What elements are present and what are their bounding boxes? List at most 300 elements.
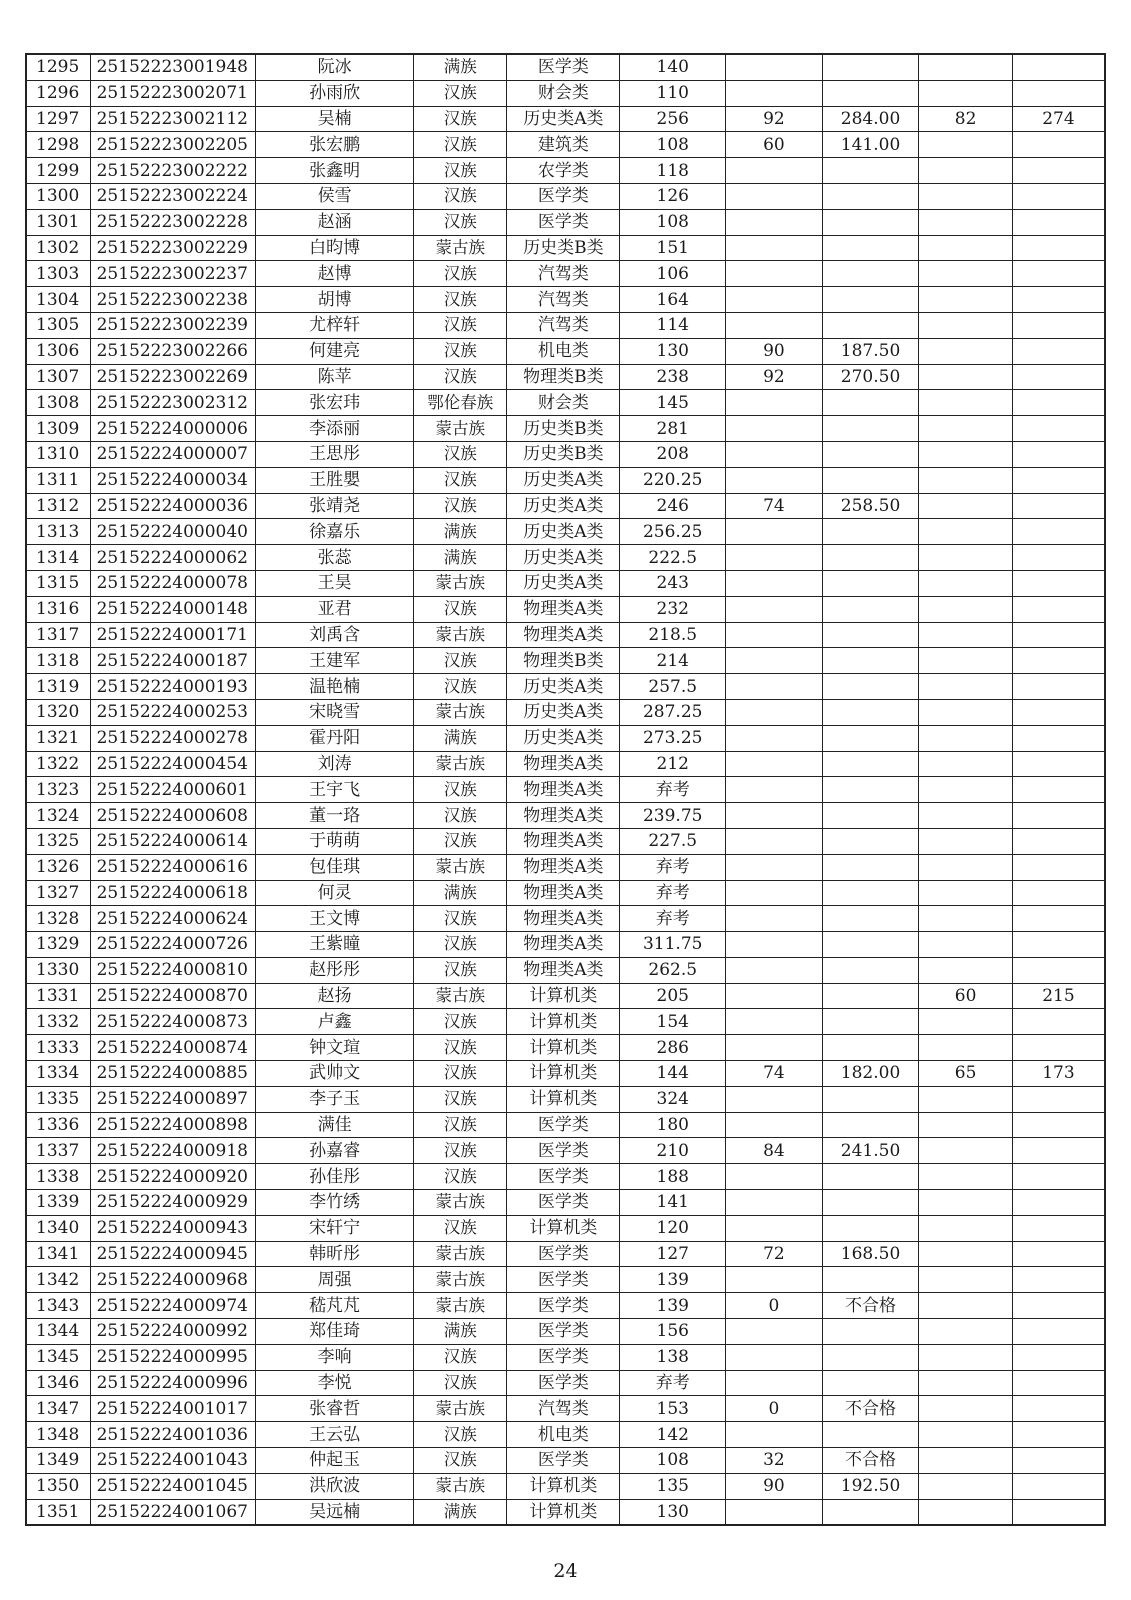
ethnicity-cell: 蒙古族 [413,751,507,777]
ethnicity-cell: 汉族 [413,183,507,209]
name-cell: 张鑫明 [256,158,414,184]
seq-cell: 1317 [26,622,90,648]
ethnicity-cell: 满族 [413,1319,507,1345]
category-cell: 医学类 [507,1319,620,1345]
table-row [26,312,1105,338]
table-row [26,803,1105,829]
total-score-cell [822,312,919,338]
ethnicity-cell: 汉族 [413,803,507,829]
seq-cell: 1301 [26,209,90,235]
name-cell: 王胜嬰 [256,467,414,493]
exam-id-cell: 25152224000034 [90,467,256,493]
ethnicity-cell: 满族 [413,1499,507,1525]
ethnicity-cell: 满族 [413,519,507,545]
extra-score-cell [919,1215,1013,1241]
final-score-cell [1012,1396,1105,1422]
seq-cell: 1306 [26,338,90,364]
final-score-cell [1012,751,1105,777]
skill-score-cell [726,777,823,803]
ethnicity-cell: 汉族 [413,1164,507,1190]
final-score-cell [1012,622,1105,648]
table-row [26,699,1105,725]
written-score-cell: 188 [620,1164,726,1190]
written-score-cell: 108 [620,132,726,158]
final-score-cell [1012,287,1105,313]
category-cell: 历史类B类 [507,441,620,467]
written-score-cell: 142 [620,1422,726,1448]
seq-cell: 1309 [26,416,90,442]
extra-score-cell [919,854,1013,880]
skill-score-cell: 72 [726,1241,823,1267]
exam-id-cell: 25152223002237 [90,261,256,287]
total-score-cell [822,828,919,854]
name-cell: 张宏鹏 [256,132,414,158]
ethnicity-cell: 蒙古族 [413,1473,507,1499]
written-score-cell: 145 [620,390,726,416]
seq-cell: 1346 [26,1370,90,1396]
seq-cell: 1323 [26,777,90,803]
seq-cell: 1305 [26,312,90,338]
final-score-cell [1012,1293,1105,1319]
category-cell: 历史类B类 [507,416,620,442]
written-score-cell: 弃考 [620,906,726,932]
table-row [26,1396,1105,1422]
total-score-cell [822,1009,919,1035]
written-score-cell: 232 [620,596,726,622]
final-score-cell [1012,261,1105,287]
table-row [26,416,1105,442]
total-score-cell: 168.50 [822,1241,919,1267]
ethnicity-cell: 汉族 [413,1112,507,1138]
table-row [26,880,1105,906]
name-cell: 满佳 [256,1112,414,1138]
exam-id-cell: 25152224000624 [90,906,256,932]
seq-cell: 1300 [26,183,90,209]
name-cell: 孙雨欣 [256,80,414,106]
table-row [26,235,1105,261]
written-score-cell: 110 [620,80,726,106]
name-cell: 侯雪 [256,183,414,209]
category-cell: 汽驾类 [507,287,620,313]
table-row [26,1344,1105,1370]
written-score-cell: 弃考 [620,880,726,906]
exam-id-cell: 25152224000996 [90,1370,256,1396]
final-score-cell [1012,493,1105,519]
ethnicity-cell: 蒙古族 [413,416,507,442]
category-cell: 医学类 [507,1190,620,1216]
seq-cell: 1349 [26,1448,90,1474]
final-score-cell [1012,1344,1105,1370]
final-score-cell [1012,674,1105,700]
category-cell: 计算机类 [507,1499,620,1525]
exam-id-cell: 25152223002228 [90,209,256,235]
exam-id-cell: 25152224000601 [90,777,256,803]
extra-score-cell [919,1319,1013,1345]
table-row [26,1293,1105,1319]
skill-score-cell [726,1035,823,1061]
skill-score-cell [726,1164,823,1190]
exam-id-cell: 25152223002312 [90,390,256,416]
extra-score-cell [919,803,1013,829]
skill-score-cell [726,803,823,829]
total-score-cell [822,1112,919,1138]
final-score-cell [1012,1138,1105,1164]
name-cell: 胡博 [256,287,414,313]
name-cell: 张睿哲 [256,1396,414,1422]
written-score-cell: 141 [620,1190,726,1216]
skill-score-cell [726,932,823,958]
total-score-cell: 不合格 [822,1396,919,1422]
written-score-cell: 273.25 [620,725,726,751]
written-score-cell: 238 [620,364,726,390]
table-row [26,751,1105,777]
category-cell: 医学类 [507,1164,620,1190]
extra-score-cell [919,80,1013,106]
skill-score-cell [726,880,823,906]
skill-score-cell [726,287,823,313]
name-cell: 嵇芃芃 [256,1293,414,1319]
ethnicity-cell: 蒙古族 [413,1190,507,1216]
name-cell: 徐嘉乐 [256,519,414,545]
name-cell: 赵彤彤 [256,957,414,983]
total-score-cell [822,1086,919,1112]
seq-cell: 1343 [26,1293,90,1319]
exam-id-cell: 25152223002239 [90,312,256,338]
written-score-cell: 弃考 [620,1370,726,1396]
exam-id-cell: 25152223002222 [90,158,256,184]
category-cell: 农学类 [507,158,620,184]
written-score-cell: 118 [620,158,726,184]
skill-score-cell [726,519,823,545]
extra-score-cell [919,545,1013,571]
exam-id-cell: 25152224000006 [90,416,256,442]
final-score-cell [1012,699,1105,725]
ethnicity-cell: 满族 [413,880,507,906]
skill-score-cell [726,751,823,777]
total-score-cell [822,1035,919,1061]
seq-cell: 1295 [26,54,90,80]
exam-id-cell: 25152224000454 [90,751,256,777]
category-cell: 机电类 [507,1422,620,1448]
written-score-cell: 212 [620,751,726,777]
skill-score-cell: 0 [726,1293,823,1319]
total-score-cell [822,1190,919,1216]
table-row [26,725,1105,751]
extra-score-cell [919,209,1013,235]
category-cell: 医学类 [507,54,620,80]
extra-score-cell [919,648,1013,674]
ethnicity-cell: 满族 [413,545,507,571]
name-cell: 李添丽 [256,416,414,442]
table-row [26,132,1105,158]
ethnicity-cell: 汉族 [413,1009,507,1035]
category-cell: 物理类A类 [507,803,620,829]
category-cell: 汽驾类 [507,261,620,287]
seq-cell: 1303 [26,261,90,287]
table-row [26,596,1105,622]
total-score-cell [822,803,919,829]
exam-id-cell: 25152224000945 [90,1241,256,1267]
ethnicity-cell: 汉族 [413,209,507,235]
extra-score-cell [919,235,1013,261]
name-cell: 温艳楠 [256,674,414,700]
written-score-cell: 130 [620,338,726,364]
final-score-cell [1012,158,1105,184]
extra-score-cell [919,570,1013,596]
seq-cell: 1344 [26,1319,90,1345]
written-score-cell: 120 [620,1215,726,1241]
seq-cell: 1328 [26,906,90,932]
name-cell: 周强 [256,1267,414,1293]
name-cell: 霍丹阳 [256,725,414,751]
category-cell: 医学类 [507,1293,620,1319]
seq-cell: 1310 [26,441,90,467]
category-cell: 计算机类 [507,1086,620,1112]
category-cell: 医学类 [507,183,620,209]
final-score-cell [1012,957,1105,983]
name-cell: 仲起玉 [256,1448,414,1474]
extra-score-cell [919,1009,1013,1035]
name-cell: 孙佳彤 [256,1164,414,1190]
name-cell: 尤梓轩 [256,312,414,338]
category-cell: 计算机类 [507,1473,620,1499]
extra-score-cell [919,1473,1013,1499]
table-row [26,957,1105,983]
name-cell: 王建军 [256,648,414,674]
total-score-cell [822,983,919,1009]
table-row [26,622,1105,648]
seq-cell: 1326 [26,854,90,880]
table-row [26,983,1105,1009]
skill-score-cell: 32 [726,1448,823,1474]
total-score-cell: 192.50 [822,1473,919,1499]
skill-score-cell [726,158,823,184]
name-cell: 王云弘 [256,1422,414,1448]
table-row [26,1319,1105,1345]
final-score-cell [1012,1370,1105,1396]
category-cell: 计算机类 [507,1061,620,1087]
written-score-cell: 弃考 [620,854,726,880]
name-cell: 李响 [256,1344,414,1370]
name-cell: 何灵 [256,880,414,906]
total-score-cell [822,1370,919,1396]
exam-id-cell: 25152224000885 [90,1061,256,1087]
ethnicity-cell: 汉族 [413,312,507,338]
name-cell: 王昊 [256,570,414,596]
written-score-cell: 106 [620,261,726,287]
total-score-cell [822,751,919,777]
category-cell: 物理类A类 [507,932,620,958]
total-score-cell [822,725,919,751]
written-score-cell: 205 [620,983,726,1009]
extra-score-cell [919,1138,1013,1164]
extra-score-cell [919,622,1013,648]
total-score-cell [822,1267,919,1293]
written-score-cell: 286 [620,1035,726,1061]
ethnicity-cell: 汉族 [413,364,507,390]
written-score-cell: 156 [620,1319,726,1345]
table-row [26,1112,1105,1138]
ethnicity-cell: 汉族 [413,674,507,700]
seq-cell: 1313 [26,519,90,545]
skill-score-cell [726,983,823,1009]
exam-id-cell: 25152224000193 [90,674,256,700]
category-cell: 物理类A类 [507,596,620,622]
extra-score-cell [919,1422,1013,1448]
total-score-cell [822,1164,919,1190]
extra-score-cell [919,390,1013,416]
final-score-cell [1012,1319,1105,1345]
seq-cell: 1347 [26,1396,90,1422]
extra-score-cell [919,1112,1013,1138]
exam-id-cell: 25152224000968 [90,1267,256,1293]
extra-score-cell: 82 [919,106,1013,132]
written-score-cell: 130 [620,1499,726,1525]
table-row [26,1035,1105,1061]
table-row [26,1164,1105,1190]
total-score-cell [822,906,919,932]
ethnicity-cell: 汉族 [413,441,507,467]
written-score-cell: 126 [620,183,726,209]
name-cell: 吴远楠 [256,1499,414,1525]
written-score-cell: 246 [620,493,726,519]
exam-id-cell: 25152224000726 [90,932,256,958]
written-score-cell: 153 [620,1396,726,1422]
seq-cell: 1308 [26,390,90,416]
ethnicity-cell: 汉族 [413,828,507,854]
category-cell: 汽驾类 [507,312,620,338]
table-row [26,1215,1105,1241]
name-cell: 何建亮 [256,338,414,364]
extra-score-cell [919,1370,1013,1396]
ethnicity-cell: 蒙古族 [413,235,507,261]
total-score-cell [822,957,919,983]
final-score-cell [1012,132,1105,158]
name-cell: 李竹绣 [256,1190,414,1216]
seq-cell: 1341 [26,1241,90,1267]
ethnicity-cell: 汉族 [413,287,507,313]
exam-id-cell: 25152224000898 [90,1112,256,1138]
category-cell: 医学类 [507,209,620,235]
exam-id-cell: 25152224000943 [90,1215,256,1241]
written-score-cell: 239.75 [620,803,726,829]
exam-id-cell: 25152224000036 [90,493,256,519]
category-cell: 历史类B类 [507,235,620,261]
category-cell: 历史类A类 [507,106,620,132]
skill-score-cell [726,441,823,467]
category-cell: 财会类 [507,390,620,416]
ethnicity-cell: 汉族 [413,80,507,106]
table-row [26,1499,1105,1525]
skill-score-cell [726,648,823,674]
category-cell: 物理类A类 [507,828,620,854]
written-score-cell: 227.5 [620,828,726,854]
exam-id-cell: 25152224000920 [90,1164,256,1190]
skill-score-cell: 74 [726,1061,823,1087]
ethnicity-cell: 汉族 [413,1086,507,1112]
total-score-cell [822,570,919,596]
category-cell: 机电类 [507,338,620,364]
exam-id-cell: 25152223002112 [90,106,256,132]
skill-score-cell [726,906,823,932]
total-score-cell [822,261,919,287]
written-score-cell: 151 [620,235,726,261]
final-score-cell [1012,880,1105,906]
name-cell: 王思彤 [256,441,414,467]
skill-score-cell [726,1215,823,1241]
table-row [26,1422,1105,1448]
exam-id-cell: 25152224000148 [90,596,256,622]
final-score-cell [1012,803,1105,829]
skill-score-cell: 90 [726,1473,823,1499]
extra-score-cell [919,364,1013,390]
ethnicity-cell: 蒙古族 [413,570,507,596]
skill-score-cell [726,1319,823,1345]
total-score-cell [822,932,919,958]
extra-score-cell [919,441,1013,467]
seq-cell: 1332 [26,1009,90,1035]
seq-cell: 1322 [26,751,90,777]
seq-cell: 1345 [26,1344,90,1370]
name-cell: 王宇飞 [256,777,414,803]
extra-score-cell [919,416,1013,442]
final-score-cell [1012,1499,1105,1525]
final-score-cell [1012,416,1105,442]
table-row [26,1009,1105,1035]
ethnicity-cell: 蒙古族 [413,1267,507,1293]
extra-score-cell [919,261,1013,287]
written-score-cell: 256.25 [620,519,726,545]
ethnicity-cell: 蒙古族 [413,622,507,648]
exam-id-cell: 25152224001017 [90,1396,256,1422]
extra-score-cell [919,751,1013,777]
name-cell: 赵涵 [256,209,414,235]
skill-score-cell: 60 [726,132,823,158]
category-cell: 物理类A类 [507,622,620,648]
table-row [26,519,1105,545]
total-score-cell [822,416,919,442]
total-score-cell: 258.50 [822,493,919,519]
seq-cell: 1324 [26,803,90,829]
seq-cell: 1314 [26,545,90,571]
skill-score-cell [726,416,823,442]
category-cell: 医学类 [507,1344,620,1370]
seq-cell: 1338 [26,1164,90,1190]
seq-cell: 1348 [26,1422,90,1448]
ethnicity-cell: 蒙古族 [413,1396,507,1422]
category-cell: 财会类 [507,80,620,106]
extra-score-cell [919,1448,1013,1474]
written-score-cell: 108 [620,1448,726,1474]
ethnicity-cell: 汉族 [413,1138,507,1164]
ethnicity-cell: 汉族 [413,1448,507,1474]
name-cell: 钟文瑄 [256,1035,414,1061]
name-cell: 王紫瞳 [256,932,414,958]
final-score-cell [1012,1190,1105,1216]
total-score-cell: 141.00 [822,132,919,158]
name-cell: 陈苹 [256,364,414,390]
final-score-cell [1012,1241,1105,1267]
skill-score-cell [726,622,823,648]
seq-cell: 1321 [26,725,90,751]
table-row [26,1138,1105,1164]
final-score-cell [1012,209,1105,235]
skill-score-cell [726,1190,823,1216]
final-score-cell [1012,1086,1105,1112]
name-cell: 赵博 [256,261,414,287]
final-score-cell [1012,54,1105,80]
extra-score-cell [919,1241,1013,1267]
